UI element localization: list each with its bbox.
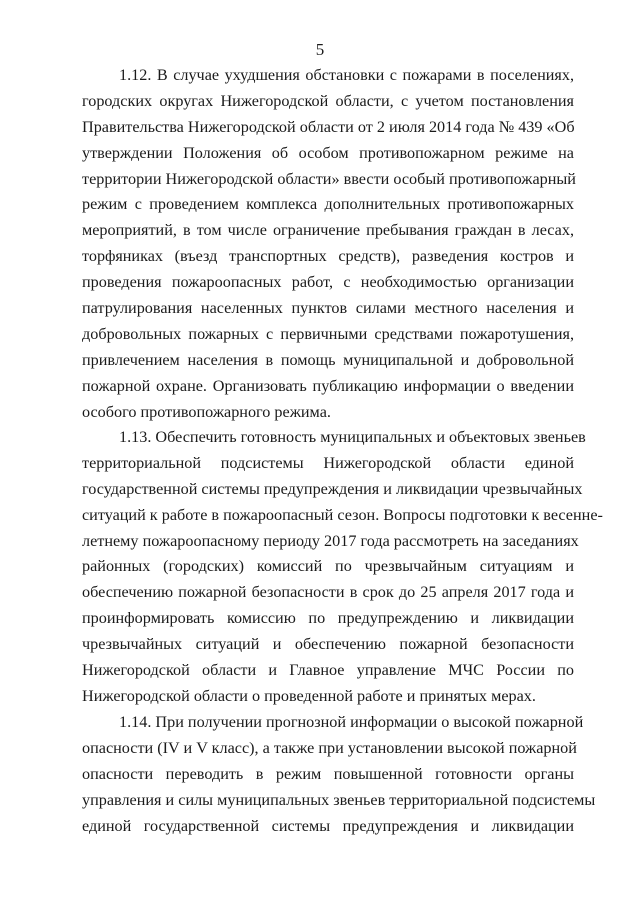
text-line: территории Нижегородской области» ввести особый противопожарный	[82, 169, 576, 188]
text-line: утверждении Положения об особом противопожарном режиме на	[82, 143, 574, 162]
text-line: летнему пожароопасному периоду 2017 года рассмотреть на заседаниях	[82, 531, 579, 550]
text-line: городских округах Нижегородской области, с учетом постановления	[82, 91, 574, 110]
text-line: обеспечению пожарной безопасности в срок до 25 апреля 2017 года и	[82, 583, 574, 602]
text-line: Нижегородской области и Главное управление МЧС России по	[82, 661, 574, 680]
text-line: добровольных пожарных с первичными средствами пожаротушения,	[82, 324, 574, 343]
text-line: режим с проведением комплекса дополнительных противопожарных	[82, 195, 574, 214]
text-line: 1.13. Обеспечить готовность муниципальных и объектовых звеньев	[119, 428, 586, 446]
text-line: Правительства Нижегородской области от 2 июля 2014 года № 439 «Об	[82, 117, 575, 136]
text-line: 1.14. При получении прогнозной информации о высокой пожарной	[119, 713, 584, 731]
text-line: территориальной подсистемы Нижегородской области единой	[82, 453, 574, 472]
text-line: Нижегородской области о проведенной работе и принятых мерах.	[82, 686, 536, 705]
text-line: опасности (IV и V класс), а также при установлении высокой пожарной	[82, 738, 577, 757]
text-line: пожарной охране. Организовать публикацию информации о введении	[82, 376, 574, 395]
text-line: патрулирования населенных пунктов силами местного населения и	[82, 299, 574, 318]
paragraph-1-13	[82, 425, 603, 710]
page-number: 5	[315, 40, 325, 59]
text-line: управления и силы муниципальных звеньев территориальной подсистемы	[82, 790, 596, 809]
text-line: государственной системы предупреждения и ликвидации чрезвычайных	[82, 479, 583, 498]
text-line: опасности переводить в режим повышенной готовности органы	[82, 764, 574, 783]
paragraph-1-12	[82, 63, 574, 425]
text-line: 1.12. В случае ухудшения обстановки с пожарами в поселениях,	[119, 66, 574, 84]
text-line: единой государственной системы предупреждения и ликвидации	[82, 816, 574, 835]
text-line: проведения пожароопасных работ, с необходимостью организации	[82, 273, 574, 292]
paragraph-1-14	[82, 710, 596, 839]
text-line: торфяниках (въезд транспортных средств), разведения костров и	[82, 247, 574, 266]
text-line: ситуаций к работе в пожароопасный сезон. Вопросы подготовки к весенне-	[82, 505, 603, 524]
text-line: чрезвычайных ситуаций и обеспечению пожарной безопасности	[82, 635, 574, 654]
text-line: особого противопожарного режима.	[82, 402, 331, 421]
text-line: привлечением населения в помощь муниципальной и добровольной	[82, 350, 574, 369]
text-line: проинформировать комиссию по предупреждению и ликвидации	[82, 609, 574, 628]
text-line: мероприятий, в том числе ограничение пребывания граждан в лесах,	[82, 221, 574, 240]
text-line: районных (городских) комиссий по чрезвычайным ситуациям и	[82, 557, 574, 576]
